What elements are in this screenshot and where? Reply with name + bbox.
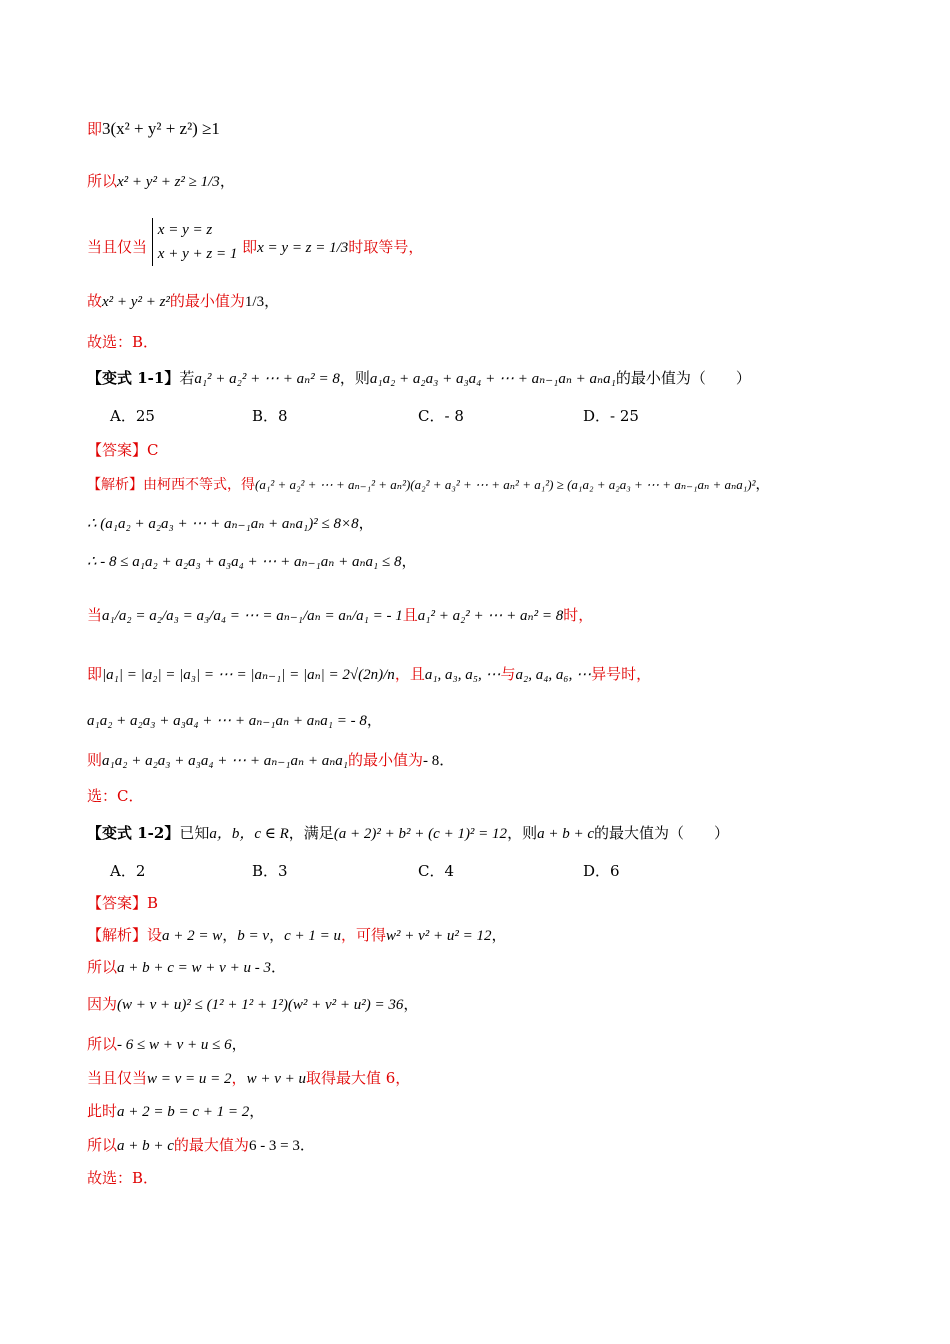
option-value: 25 [135, 407, 155, 425]
variant1-sol-line7 [87, 749, 454, 772]
variant2-sol1-m4: w² + v² + u² = 12 [386, 928, 492, 944]
variant1-sol-line4 [87, 604, 593, 627]
variant1-sol4-math2: a₁² + a₂² + ⋯ + aₙ² = 8 [417, 608, 564, 624]
variant1-sol-line2 [87, 512, 374, 535]
variant1-tag: 【变式 1-1】 [87, 369, 180, 387]
proof1-math-2: x² + y² + z² ≥ 1/3 [117, 174, 220, 190]
variant2-sol6-pre: 此时 [87, 1102, 118, 1120]
variant1-option-b[interactable] [252, 405, 288, 427]
option-letter: A． [110, 407, 136, 425]
proof1-math-4: x² + y² + z² [102, 294, 170, 310]
variant1-sol1-math: (a₁² + a₂² + ⋯ + aₙ₋₁² + aₙ²)(a₂² + a₃² + ⋯ + aₙ² + a₁²) ≥ (a₁a₂ + a₂a₃ + ⋯ + aₙ₋₁aₙ + aₙa₁)² [255, 477, 756, 492]
variant1-q-math2: a₁a₂ + a₂a₃ + a₃a₄ + ⋯ + aₙ₋₁aₙ + aₙa₁ [369, 371, 616, 387]
option-value: - 8 [444, 407, 464, 425]
proof1-label-1: 即 [87, 120, 103, 138]
variant2-sol1-m3: c + 1 = u [284, 928, 341, 944]
variant2-sol7-val: 6 - 3 = 3 [248, 1138, 300, 1154]
proof1-line4 [87, 290, 279, 313]
variant1-sol7-val: - 8 [423, 753, 440, 769]
variant2-sol-line1: 【解析】设a + 2 = w，b = v，c + 1 = u，可得w² + v² + u² = 12， [87, 926, 507, 944]
variant2-q-post: 的最大值为（ ） [593, 824, 729, 842]
option-value: 8 [278, 407, 288, 425]
variant2-sol-line4 [87, 1033, 247, 1056]
variant1-sol5-mid2: 与 [500, 665, 516, 683]
variant1-sol4-tail: 时， [563, 606, 594, 624]
option-letter: C． [418, 407, 445, 425]
variant2-option-c[interactable] [418, 860, 454, 882]
variant1-sol2-tail: ， [358, 514, 374, 532]
proof1-text-4: 的最小值为 [169, 292, 245, 310]
variant2-sol7-pre: 所以 [87, 1136, 118, 1154]
variant2-q-math2: a + b + c [537, 826, 594, 842]
variant1-sol-line1 [87, 474, 770, 496]
variant2-q-pre: 已知 [179, 824, 210, 842]
variant2-sol1-pre: 设 [147, 926, 163, 944]
variant2-sol4-pre: 所以 [87, 1035, 118, 1053]
variant2-sol3-pre: 因为 [87, 995, 118, 1013]
variant1-sol7-tail: ． [439, 751, 455, 769]
variant2-option-a[interactable] [110, 860, 145, 882]
proof1-choice: 故选：B． [87, 333, 159, 351]
variant1-q-math1: a₁² + a₂² + ⋯ + aₙ² = 8 [194, 371, 340, 387]
variant2-q-mid: ，满足 [288, 824, 334, 842]
variant1-sol5-mid: ，且 [394, 665, 425, 683]
system-eq-2: x + y + z = 1 [157, 246, 238, 262]
variant1-sol5-math: |a₁| = |a₂| = |a₃| = ⋯ = |aₙ₋₁| = |aₙ| = 2√(2n)/n [102, 667, 395, 683]
variant2-sol7-tail: ． [299, 1136, 315, 1154]
variant2-sol5-tail: 取得最大值 6， [305, 1069, 411, 1087]
variant2-sol3-math: (w + v + u)² ≤ (1² + 1² + 1²)(w² + v² + u²) = 36 [117, 997, 404, 1013]
option-value: 3 [278, 862, 288, 880]
variant1-sol6-tail: ， [366, 711, 382, 729]
variant1-answer: 【答案】C [87, 441, 159, 459]
variant2-q-math: (a + 2)² + b² + (c + 1)² = 12 [333, 826, 508, 842]
system-eq-1: x = y = z [157, 222, 213, 238]
variant1-sol7-text: 的最小值为 [348, 751, 424, 769]
proof1-tail-4: ， [264, 292, 280, 310]
variant2-q-mid2: ，则 [507, 824, 538, 842]
option-letter: A． [110, 862, 136, 880]
variant2-sol4-math: - 6 ≤ w + v + u ≤ 6 [117, 1037, 232, 1053]
option-value: 6 [610, 862, 620, 880]
variant2-option-d[interactable] [583, 860, 620, 882]
variant2-sol7-math: a + b + c [117, 1138, 174, 1154]
variant1-q-mid: ，则 [339, 369, 370, 387]
variant2-q-vars: a，b， [209, 826, 255, 842]
variant1-q-pre: 若 [179, 369, 195, 387]
variant2-sol-line3 [87, 993, 418, 1016]
variant2-sol2-pre: 所以 [87, 958, 118, 976]
variant1-sol6-math: a₁a₂ + a₂a₃ + a₃a₄ + ⋯ + aₙ₋₁aₙ + aₙa₁ = - 8 [87, 713, 367, 729]
variant1-sol-line6 [87, 709, 382, 732]
variant1-sol4-pre: 当 [87, 606, 103, 624]
variant1-sol1-tail: ， [755, 477, 770, 493]
option-letter: D． [583, 407, 611, 425]
variant1-sol5-m1: a₁, a₃, a₅, ⋯ [424, 667, 501, 683]
variant2-sol7-text: 的最大值为 [173, 1136, 249, 1154]
variant1-question [87, 367, 751, 390]
option-letter: B． [252, 862, 279, 880]
variant1-sol2-math: ∴ (a₁a₂ + a₂a₃ + ⋯ + aₙ₋₁aₙ + aₙa₁)² ≤ 8×8 [87, 516, 359, 532]
variant2-sol6-math: a + 2 = b = c + 1 = 2 [117, 1104, 250, 1120]
variant2-sol-line5 [87, 1067, 410, 1090]
variant2-sol4-tail: ， [231, 1035, 247, 1053]
proof1-tail-2: ， [219, 172, 235, 190]
variant1-sol4-mid: 且 [402, 606, 418, 624]
variant2-q-set: c ∈ R [254, 826, 289, 842]
variant2-sol5-mid: ， [231, 1069, 247, 1087]
variant1-option-a[interactable] [110, 405, 155, 427]
variant1-option-c[interactable] [418, 405, 464, 427]
variant1-choice: 选：C． [87, 787, 144, 805]
variant2-sol-tag: 【解析】 [87, 926, 148, 944]
variant1-sol-line5 [87, 663, 651, 686]
variant2-sol-line6 [87, 1100, 264, 1123]
variant2-sol5-math2: w + v + u [246, 1071, 306, 1087]
variant2-tag: 【变式 1-2】 [87, 824, 180, 842]
option-value: 4 [444, 862, 455, 880]
variant2-option-b[interactable] [252, 860, 288, 882]
variant2-sol1-m2: b = v [237, 928, 270, 944]
variant1-sol1-text: 由柯西不等式，得 [143, 477, 255, 493]
variant2-sol-line2 [87, 956, 286, 979]
variant1-sol4-math: a₁/a₂ = a₂/a₃ = a₃/a₄ = ⋯ = aₙ₋₁/aₙ = aₙ/a₁ = - 1 [102, 608, 403, 624]
variant2-question [87, 822, 729, 845]
proof1-value-4: 1/3 [244, 294, 265, 310]
proof1-tail-3: 时取等号， [348, 238, 424, 256]
proof1-line1 [87, 118, 220, 140]
equation-system [152, 218, 238, 266]
variant2-final: 故选：B． [87, 1169, 159, 1187]
variant2-sol6-tail: ， [249, 1102, 265, 1120]
option-letter: C． [418, 862, 445, 880]
variant2-sol1-mid: ，可得 [341, 926, 387, 944]
variant1-sol5-m2: a₂, a₄, a₆, ⋯ [515, 667, 592, 683]
variant1-sol-tag: 【解析】 [87, 477, 143, 493]
variant2-sol1-tail: ， [491, 926, 507, 944]
variant2-sol-line7 [87, 1134, 315, 1157]
variant1-sol5-tail: 异号时， [591, 665, 652, 683]
proof1-label-4: 故 [87, 292, 103, 310]
proof1-label-2: 所以 [87, 172, 118, 190]
variant2-answer: 【答案】B [87, 894, 159, 912]
variant2-sol2-tail: ． [270, 958, 286, 976]
variant1-sol7-pre: 则 [87, 751, 103, 769]
option-letter: B． [252, 407, 279, 425]
variant2-sol2-math: a + b + c = w + v + u - 3 [117, 960, 271, 976]
variant1-option-d[interactable] [583, 405, 639, 427]
variant2-sol3-tail: ， [403, 995, 419, 1013]
proof1-label-3: 当且仅当 [87, 238, 148, 256]
variant2-sol1-m1: a + 2 = w [162, 928, 223, 944]
variant1-sol3-math: ∴ - 8 ≤ a₁a₂ + a₂a₃ + a₃a₄ + ⋯ + aₙ₋₁aₙ + aₙa₁ ≤ 8 [87, 554, 402, 570]
option-value: - 25 [610, 407, 639, 425]
variant2-sol5-math: w = v = u = 2 [147, 1071, 232, 1087]
proof1-line3 [87, 222, 424, 266]
proof1-math-1: 3(x² + y² + z²) ≥1 [102, 119, 220, 138]
proof1-mid-3: 即 [242, 238, 258, 256]
variant1-sol7-math: a₁a₂ + a₂a₃ + a₃a₄ + ⋯ + aₙ₋₁aₙ + aₙa₁ [102, 753, 348, 769]
proof1-math-3: x = y = z = 1/3 [257, 240, 349, 256]
proof1-line2 [87, 170, 235, 193]
option-value: 2 [135, 862, 146, 880]
variant1-sol-line3 [87, 550, 417, 573]
option-letter: D． [583, 862, 611, 880]
variant1-sol5-pre: 即 [87, 665, 103, 683]
variant2-sol5-pre: 当且仅当 [87, 1069, 148, 1087]
variant1-q-post: 的最小值为（ ） [615, 369, 751, 387]
variant1-sol3-tail: ， [401, 552, 417, 570]
